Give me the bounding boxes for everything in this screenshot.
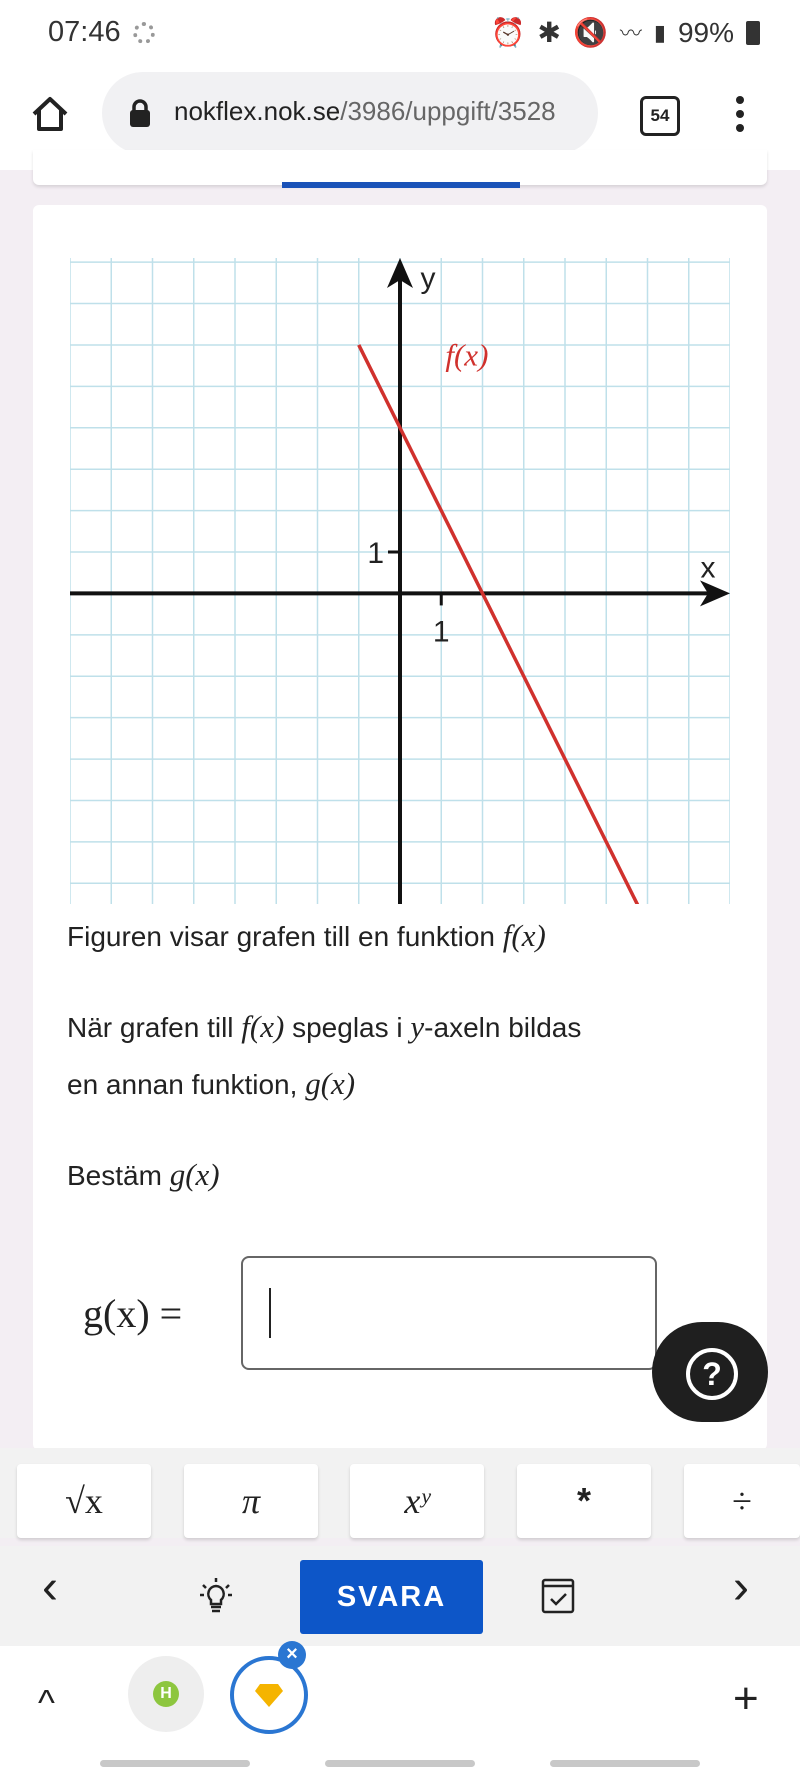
status-icons: [491, 16, 760, 49]
tab-group-h[interactable]: [128, 1656, 204, 1732]
lock-icon: [128, 98, 152, 128]
question-text: Figuren visar grafen till en funktion: [67, 921, 495, 952]
submit-answer-button[interactable]: SVARA: [300, 1560, 483, 1634]
question-line-4: [67, 1146, 220, 1205]
math-f-of-x: f(x): [502, 918, 546, 953]
chevron-up-icon[interactable]: ^: [38, 1682, 55, 1723]
menu-dots-icon[interactable]: [730, 94, 750, 134]
series-label-f: f(x): [445, 337, 489, 373]
diamond-icon: [254, 1682, 284, 1708]
signal-icon: ▮: [653, 19, 666, 45]
bluetooth-icon: ✱: [537, 17, 561, 48]
function-graph: [70, 258, 730, 904]
y-tick-label: 1: [367, 537, 384, 571]
gesture-pill: [550, 1760, 700, 1767]
home-icon[interactable]: [30, 94, 70, 134]
math-f-of-x: f(x): [241, 1009, 285, 1044]
lightbulb-icon[interactable]: [198, 1576, 234, 1616]
math-y: y: [410, 1009, 425, 1044]
axes: [70, 258, 730, 904]
gesture-pill: [325, 1760, 475, 1767]
url-path: /3986/uppgift/3528: [340, 96, 556, 126]
math-g-of-x: g(x): [169, 1157, 220, 1192]
math-keyboard: [0, 1448, 800, 1538]
answer-label: g(x) =: [83, 1291, 183, 1336]
checklist-icon[interactable]: [540, 1574, 576, 1614]
previous-card: [33, 150, 767, 185]
gesture-pill: [100, 1760, 250, 1767]
close-tab-icon[interactable]: ×: [278, 1641, 306, 1669]
new-tab-icon[interactable]: +: [733, 1674, 759, 1723]
question-nav-bar: [0, 1546, 800, 1646]
battery-percent: 99%: [677, 16, 734, 48]
question-text: en annan funktion,: [67, 1069, 298, 1100]
help-button[interactable]: [652, 1322, 768, 1422]
question-line-2: [67, 998, 581, 1057]
mute-icon: 🔇: [572, 17, 608, 48]
question-text: Bestäm: [67, 1160, 162, 1191]
question-line-1: [67, 907, 546, 966]
multiply-key[interactable]: *: [517, 1464, 651, 1538]
x-axis-label: x: [700, 551, 716, 585]
pi-key[interactable]: π: [184, 1464, 318, 1538]
chevron-right-icon[interactable]: ›: [733, 1561, 749, 1614]
url-host: nokflex.nok.se: [174, 96, 341, 126]
y-axis-label: y: [420, 262, 436, 295]
question-text: speglas i: [292, 1012, 403, 1043]
question-text: -axeln bildas: [424, 1012, 582, 1043]
power-key[interactable]: xʸ: [350, 1464, 484, 1538]
active-tab-indicator: [282, 182, 520, 188]
x-tick-label: 1: [432, 615, 450, 649]
label-layer: [367, 262, 715, 648]
math-g-of-x: g(x): [305, 1066, 356, 1101]
browser-bottom-bar: [0, 1643, 800, 1778]
wifi-icon: 〰: [619, 21, 642, 46]
address-bar[interactable]: [102, 72, 598, 154]
url-text: [174, 96, 556, 127]
text-caret: [269, 1288, 271, 1338]
battery-icon: [746, 21, 760, 45]
status-bar: [0, 0, 800, 70]
question-text: När grafen till: [67, 1012, 234, 1043]
divide-key[interactable]: ÷: [684, 1464, 800, 1538]
status-time: 07:46: [48, 16, 121, 48]
h-badge-icon: H: [153, 1681, 179, 1707]
chevron-left-icon[interactable]: ‹: [42, 1561, 58, 1614]
alarm-icon: ⏰: [490, 17, 526, 48]
sqrt-key[interactable]: √x: [17, 1464, 151, 1538]
question-line-3: [67, 1055, 355, 1114]
help-icon: ?: [686, 1348, 738, 1400]
loading-spinner-icon: [133, 22, 155, 44]
answer-input[interactable]: [241, 1256, 657, 1370]
tab-switcher-button[interactable]: 54: [640, 96, 680, 136]
